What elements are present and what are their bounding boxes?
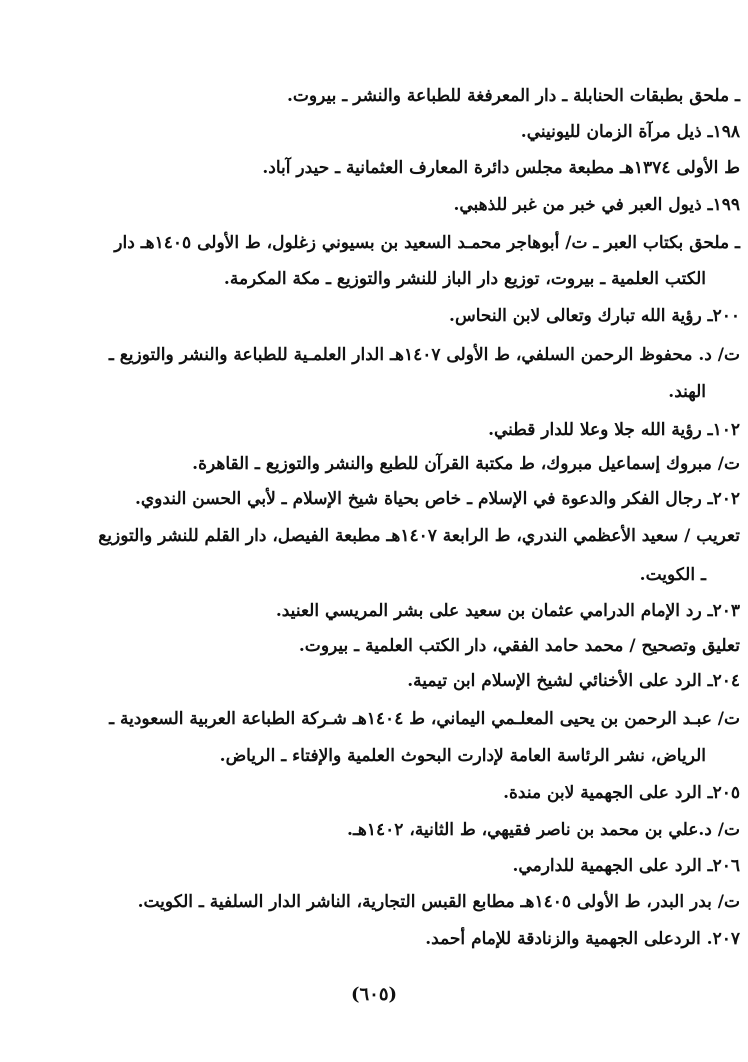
text-line: الرياض، نشر الرئاسة العامة لإدارت البحوث العلمية والإفتاء ـ الرياض. [219, 746, 706, 766]
text-line: الهند. [668, 382, 706, 402]
text-line: ١٠٢ـ رؤية الله جلا وعلا للدار قطني. [488, 420, 740, 440]
page-number: (٦٠٥) [350, 984, 398, 1005]
text-line: ٢٠٦ـ الرد على الجهمية للدارمي. [512, 856, 740, 876]
text-line: تعريب / سعيد الأعظمي الندري، ط الرابعة ١٤٠٧هـ مطبعة الفيصل، دار القلم للنشر والتوزيع [98, 526, 740, 546]
text-line: ٢٠٤ـ الرد على الأخنائي لشيخ الإسلام ابن تيمية. [407, 671, 740, 691]
text-line: الكتب العلمية ـ بيروت، توزيع دار الباز للنشر والتوزيع ـ مكة المكرمة. [223, 269, 706, 289]
text-line: ٢٠٣ـ رد الإمام الدرامي عثمان بن سعيد على بشر المريسي العنيد. [275, 601, 740, 621]
text-line: ـ الكويت. [639, 565, 706, 585]
text-line: ٢٠٧. الردعلى الجهمية والزنادقة للإمام أحمد. [425, 929, 740, 949]
text-line: ت/ بدر البدر، ط الأولى ١٤٠٥هـ مطابع القبس التجارية، الناشر الدار السلفية ـ الكويت. [137, 892, 740, 912]
text-line: ت/ عبـد الرحمن بن يحيى المعلـمي اليماني، ط ١٤٠٤هـ شـركة الطباعة العربية السعودية ـ [109, 709, 740, 729]
text-line: ١٩٩ـ ذيول العبر في خبر من غبر للذهبي. [453, 195, 740, 215]
text-line: ت/ د.علي بن محمد بن ناصر فقيهي، ط الثانية، ١٤٠٢هـ. [347, 820, 740, 840]
text-line: ـ ملحق بكتاب العبر ـ ت/ أبوهاجر محمـد السعيد بن بسيوني زغلول، ط الأولى ١٤٠٥هـ دار [114, 233, 740, 253]
text-line: ـ ملحق بطبقات الحنابلة ـ دار المعرفغة للطباعة والنشر ـ بيروت. [287, 86, 740, 106]
text-line: ٢٠٠ـ رؤية الله تبارك وتعالى لابن النحاس. [449, 306, 740, 326]
text-line: ٢٠٥ـ الرد على الجهمية لابن مندة. [503, 783, 740, 803]
text-line: تعليق وتصحيح / محمد حامد الفقي، دار الكتب العلمية ـ بيروت. [298, 636, 740, 656]
text-line: ت/ د. محفوظ الرحمن السلفي، ط الأولى ١٤٠٧هـ الدار العلمـية للطباعة والنشر والتوزيع ـ [108, 345, 740, 365]
text-line: ٢٠٢ـ رجال الفكر والدعوة في الإسلام ـ خاص بحياة شيخ الإسلام ـ لأبي الحسن الندوي. [134, 489, 740, 509]
text-line: ١٩٨ـ ذيل مرآة الزمان لليونيني. [520, 122, 740, 142]
text-line: ط الأولى ١٣٧٤هـ مطبعة مجلس دائرة المعارف العثمانية ـ حيدر آباد. [262, 158, 740, 178]
text-line: ت/ مبروك إسماعيل مبروك، ط مكتبة القرآن للطبع والنشر والتوزيع ـ القاهرة. [192, 454, 740, 474]
